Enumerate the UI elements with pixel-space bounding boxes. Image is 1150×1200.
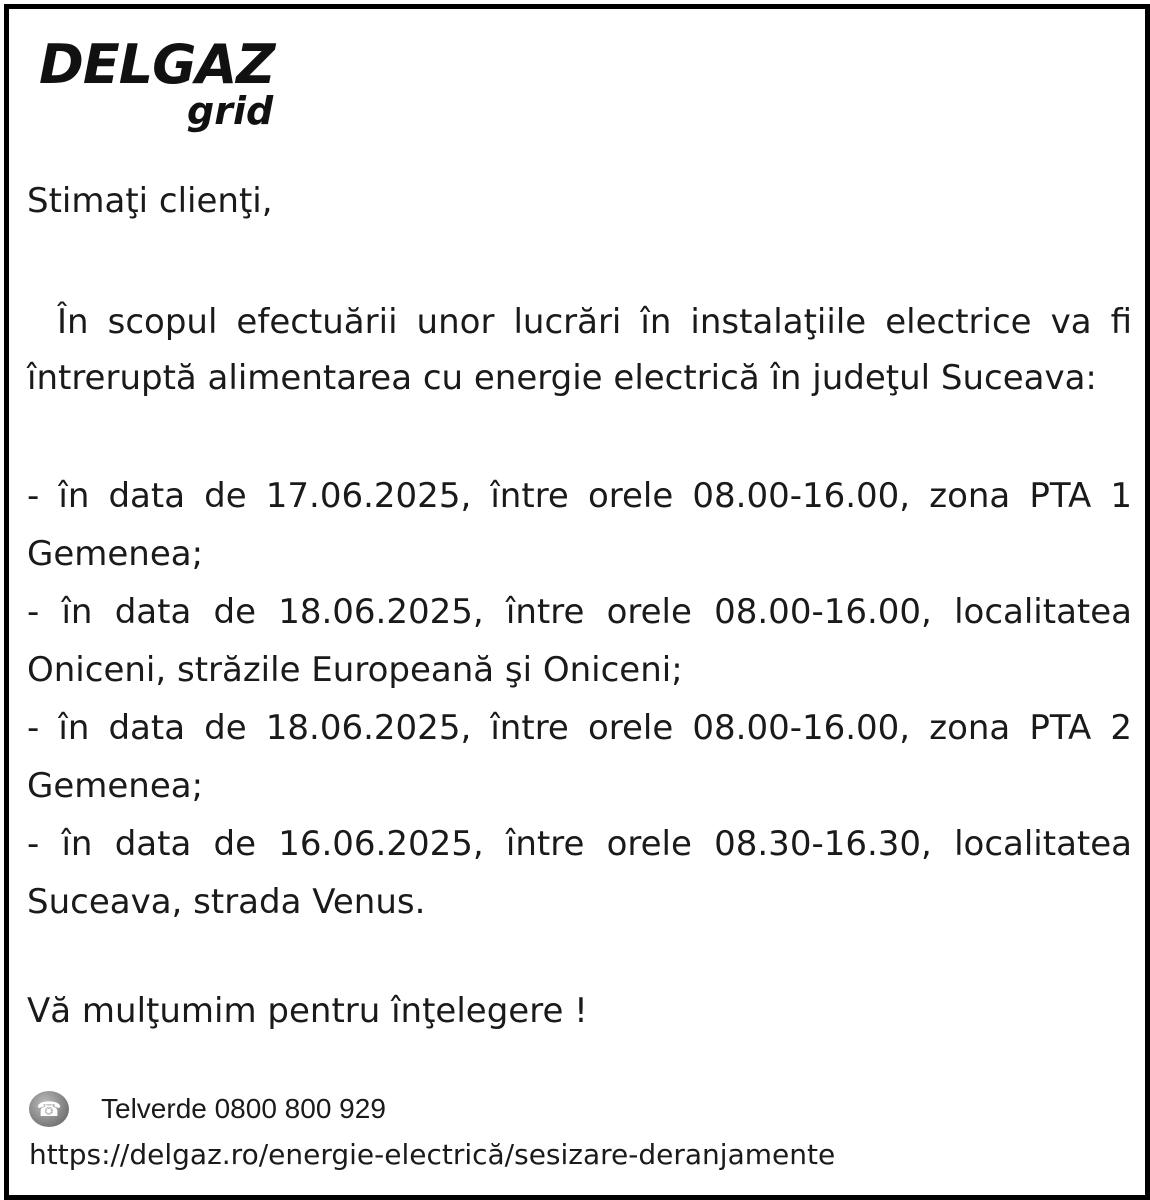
- telephone-icon: ☎: [29, 1091, 69, 1127]
- report-url[interactable]: https://delgaz.ro/energie-electrică/sesizare-deranjamente: [29, 1138, 836, 1171]
- contact-line: [29, 1089, 386, 1129]
- outage-item: - în data de 18.06.2025, între orele 08.00-16.00, zona PTA 2 Gemenea;: [27, 708, 1132, 806]
- outage-item: - în data de 18.06.2025, între orele 08.00-16.00, localitatea Oniceni, străzile Europeană şi Oniceni;: [27, 592, 1132, 690]
- outage-item: - în data de 16.06.2025, între orele 08.30-16.30, localitatea Suceava, strada Venus.: [27, 824, 1132, 922]
- outage-item: - în data de 17.06.2025, între orele 08.00-16.00, zona PTA 1 Gemenea;: [27, 476, 1132, 574]
- notice-frame: [4, 4, 1150, 1200]
- intro-paragraph: În scopul efectuării unor lucrări în instalaţiile electrice va fi întreruptă alimentarea cu energie electrică în judeţul Suceava:: [27, 302, 1132, 398]
- phone-number: Telverde 0800 800 929: [101, 1093, 386, 1124]
- logo-sub: grid: [187, 89, 274, 133]
- closing-text: Vă mulţumim pentru înţelegere !: [27, 991, 588, 1031]
- greeting: Stimaţi clienţi,: [27, 181, 273, 221]
- delgaz-grid-logo: [39, 35, 299, 145]
- outage-list: [27, 467, 1132, 931]
- logo-brand: DELGAZ: [39, 33, 275, 96]
